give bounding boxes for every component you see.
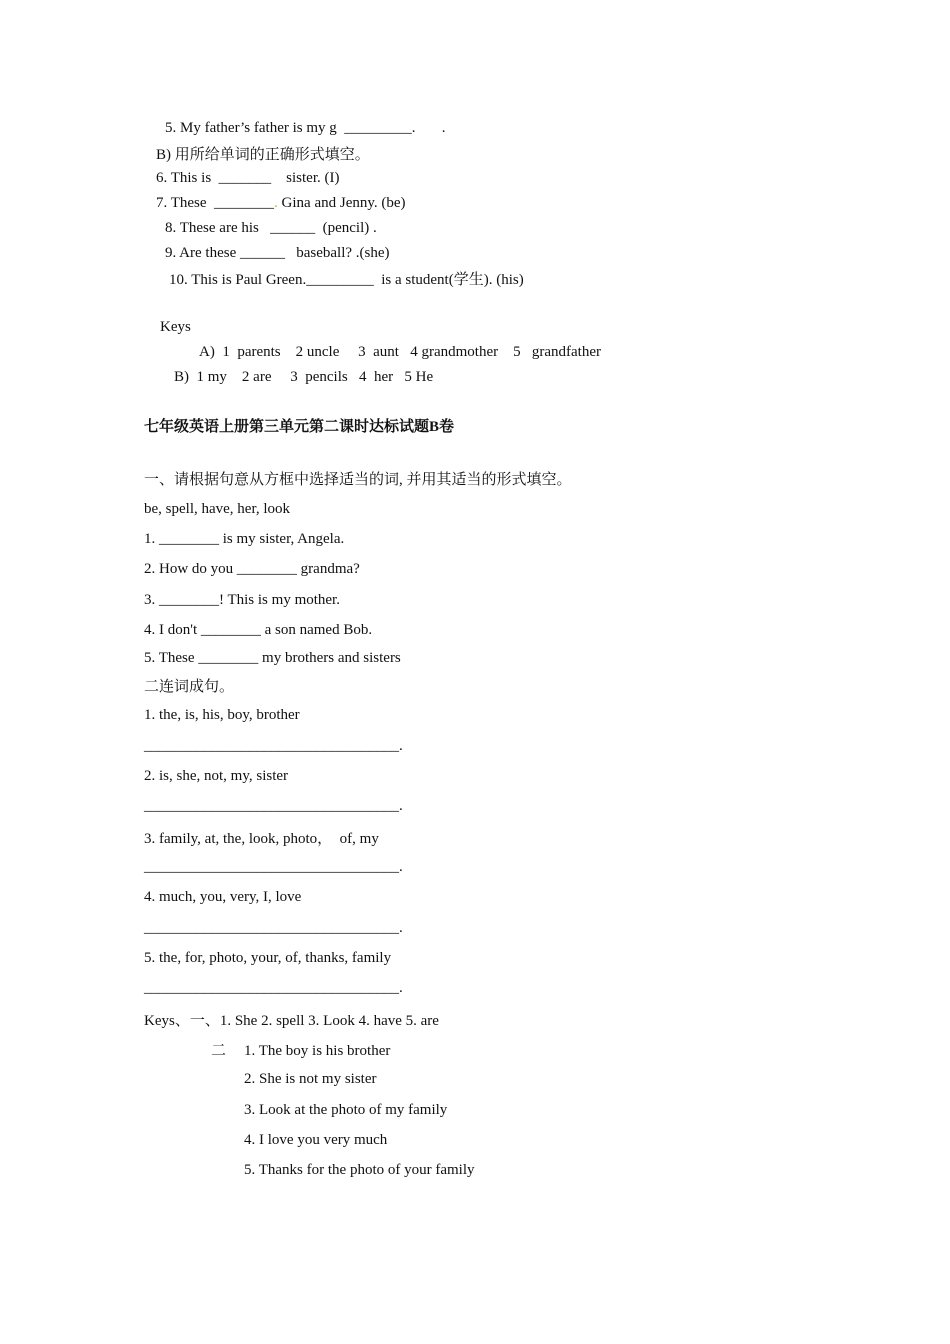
keys-answer-5: 5. Thanks for the photo of your family: [244, 1162, 475, 1178]
keys-answer-4: 4. I love you very much: [244, 1132, 388, 1148]
sentence-prompt-4: 4. much, you, very, I, love: [144, 889, 302, 905]
sentence-prompt-1: 1. the, is, his, boy, brother: [144, 707, 300, 723]
question-9: 9. Are these ______ baseball? .(she): [165, 245, 390, 261]
question-6: 6. This is _______ sister. (I): [156, 170, 340, 186]
question-7-end: Gina and Jenny. (be): [277, 195, 406, 211]
fill-question-4: 4. I don't ________ a son named Bob.: [144, 622, 373, 638]
question-5-grandfather: 5. My father’s father is my g _________. .: [165, 120, 446, 136]
answer-line-1: __________________________________.: [144, 738, 403, 754]
section-2-title: 二连词成句。: [144, 679, 235, 695]
keys-answer-1: 1. The boy is his brother: [244, 1043, 391, 1059]
keys-label: Keys: [160, 319, 191, 335]
answer-line-2: __________________________________.: [144, 798, 403, 814]
section-1-title: 一、请根据句意从方框中选择适当的词, 并用其适当的形式填空。: [144, 472, 572, 488]
keys-section-1: Keys、一、1. She 2. spell 3. Look 4. have 5. are: [144, 1013, 439, 1029]
question-10: 10. This is Paul Green._________ is a student(学生). (his): [169, 272, 524, 288]
question-7: [156, 194, 406, 212]
fill-question-1: 1. ________ is my sister, Angela.: [144, 531, 345, 547]
sentence-prompt-5: 5. the, for, photo, your, of, thanks, family: [144, 950, 392, 966]
word-box: be, spell, have, her, look: [144, 501, 291, 517]
answer-line-3: __________________________________.: [144, 859, 403, 875]
answer-line-5: __________________________________.: [144, 980, 403, 996]
sentence-prompt-3: 3. family, at, the, look, photo， of, my: [144, 831, 379, 847]
sentence-prompt-2: 2. is, she, not, my, sister: [144, 768, 289, 784]
fill-question-5: 5. These ________ my brothers and sisters: [144, 650, 401, 666]
keys-b: B) 1 my 2 are 3 pencils 4 her 5 He: [174, 369, 434, 385]
answer-line-4: __________________________________.: [144, 920, 403, 936]
keys-answer-2: 2. She is not my sister: [244, 1071, 377, 1087]
question-7-start: 7. These ________: [156, 195, 275, 211]
question-8: 8. These are his ______ (pencil) .: [165, 220, 377, 236]
section-b-title: B) 用所给单词的正确形式填空。: [156, 147, 370, 163]
test-title: 七年级英语上册第三单元第二课时达标试题B卷: [144, 419, 455, 435]
keys-answer-3: 3. Look at the photo of my family: [244, 1102, 448, 1118]
keys-section-2-label: 二: [211, 1043, 227, 1059]
fill-question-3: 3. ________! This is my mother.: [144, 592, 340, 608]
question-7-dot: .: [274, 195, 278, 211]
fill-question-2: 2. How do you ________ grandma?: [144, 561, 360, 577]
keys-a: A) 1 parents 2 uncle 3 aunt 4 grandmother 5 grandfather: [199, 344, 601, 360]
